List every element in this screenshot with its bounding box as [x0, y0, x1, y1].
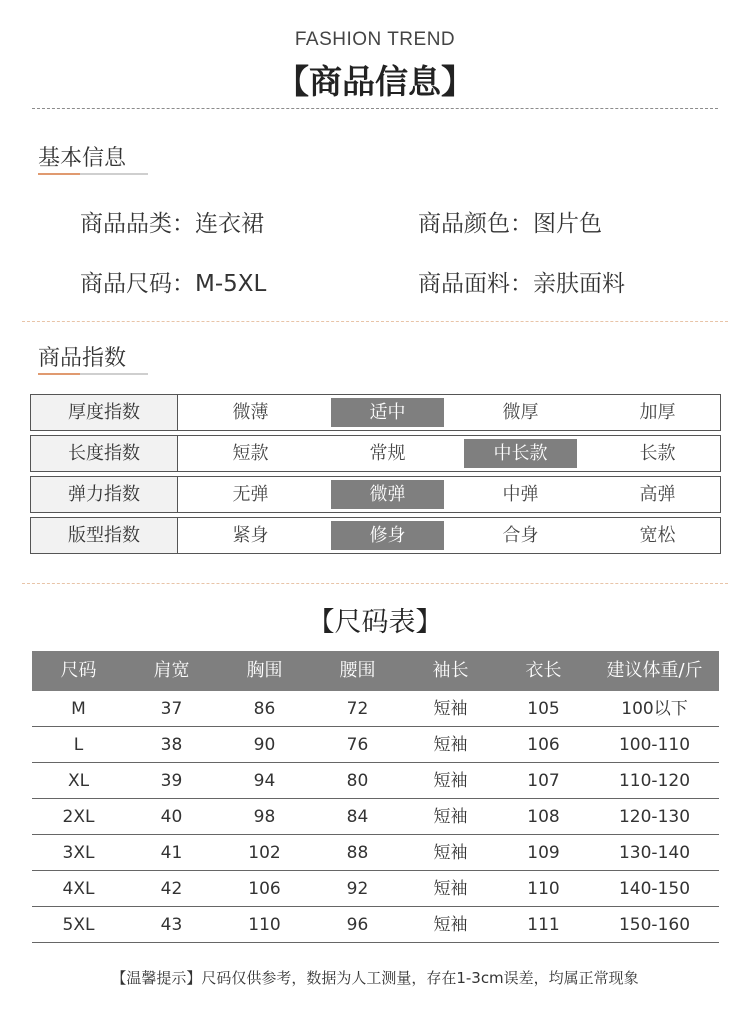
page-title: 【商品信息】 [276, 62, 474, 101]
table-cell: 109 [527, 843, 560, 863]
index-option: 无弹 [232, 484, 269, 505]
table-row [32, 691, 719, 727]
section-divider [22, 321, 728, 322]
size-table [32, 651, 719, 943]
table-cell: 短袖 [433, 915, 468, 935]
column-header: 胸围 [246, 660, 283, 681]
table-cell: 92 [346, 879, 369, 899]
table-cell: 140-150 [618, 879, 691, 899]
info-size: 商品尺码：M-5XL [80, 271, 267, 297]
table-cell: 98 [253, 807, 276, 827]
table-cell: 96 [346, 915, 369, 935]
column-header: 袖长 [432, 660, 469, 681]
table-cell: 88 [346, 843, 369, 863]
table-cell: 107 [527, 771, 560, 791]
column-header: 腰围 [339, 660, 376, 681]
index-option-selected: 微弹 [331, 480, 444, 509]
table-cell: 150-160 [618, 915, 691, 935]
table-cell: 42 [160, 879, 183, 899]
index-row-label: 长度指数 [31, 436, 178, 471]
index-option: 加厚 [639, 402, 676, 423]
index-option: 高弹 [639, 484, 676, 505]
table-row [32, 871, 719, 907]
table-cell: 4XL [62, 879, 95, 899]
table-cell: 短袖 [433, 807, 468, 827]
index-row [30, 476, 721, 513]
index-option: 微厚 [502, 402, 539, 423]
index-option-selected: 中长款 [464, 439, 577, 468]
table-cell: 106 [248, 879, 281, 899]
table-cell: 84 [346, 807, 369, 827]
table-cell: 130-140 [618, 843, 691, 863]
index-option: 中弹 [502, 484, 539, 505]
index-option: 常规 [369, 443, 406, 464]
index-option: 合身 [502, 525, 539, 546]
table-cell: 80 [346, 771, 369, 791]
table-cell: 100以下 [621, 699, 688, 719]
index-option: 长款 [639, 443, 676, 464]
header-eyebrow: FASHION TREND [294, 29, 456, 50]
table-cell: 短袖 [433, 699, 468, 719]
table-row [32, 799, 719, 835]
table-cell: 106 [527, 735, 560, 755]
index-option: 短款 [232, 443, 269, 464]
table-cell: 110 [248, 915, 281, 935]
table-cell: 短袖 [433, 879, 468, 899]
table-cell: 41 [160, 843, 183, 863]
table-cell: 39 [160, 771, 183, 791]
table-cell: 40 [160, 807, 183, 827]
size-table-header [32, 651, 719, 691]
table-cell: 76 [346, 735, 369, 755]
index-row-label: 弹力指数 [31, 477, 178, 512]
table-cell: 短袖 [433, 771, 468, 791]
table-cell: 5XL [62, 915, 95, 935]
table-cell: 108 [527, 807, 560, 827]
column-header: 肩宽 [153, 660, 190, 681]
index-row [30, 394, 721, 431]
table-cell: 38 [160, 735, 183, 755]
index-row-label: 厚度指数 [31, 395, 178, 430]
info-category: 商品品类：连衣裙 [80, 211, 264, 237]
index-option-selected: 适中 [331, 398, 444, 427]
footer-note: 【温馨提示】尺码仅供参考，数据为人工测量，存在1-3cm误差，均属正常现象 [111, 969, 639, 987]
section-underline [38, 373, 148, 375]
index-row-label: 版型指数 [31, 518, 178, 553]
table-cell: 105 [527, 699, 560, 719]
index-option-selected: 修身 [331, 521, 444, 550]
table-cell: 100-110 [618, 735, 691, 755]
index-row [30, 435, 721, 472]
table-cell: 37 [160, 699, 183, 719]
index-option: 紧身 [232, 525, 269, 546]
table-cell: 72 [346, 699, 369, 719]
table-cell: 94 [253, 771, 276, 791]
table-cell: 3XL [62, 843, 95, 863]
table-cell: 短袖 [433, 843, 468, 863]
table-row [32, 727, 719, 763]
table-cell: M [71, 699, 86, 719]
column-header: 衣长 [525, 660, 562, 681]
table-cell: L [73, 735, 84, 755]
table-cell: 2XL [62, 807, 95, 827]
table-cell: 120-130 [618, 807, 691, 827]
index-row [30, 517, 721, 554]
table-cell: 111 [527, 915, 560, 935]
section-underline [38, 173, 148, 175]
index-option: 微薄 [232, 402, 269, 423]
table-row [32, 763, 719, 799]
table-cell: XL [67, 771, 90, 791]
table-cell: 110-120 [618, 771, 691, 791]
table-cell: 86 [253, 699, 276, 719]
section-title-product-index: 商品指数 [38, 346, 127, 371]
info-color: 商品颜色：图片色 [418, 211, 602, 237]
index-option: 宽松 [639, 525, 676, 546]
table-cell: 110 [527, 879, 560, 899]
column-header: 尺码 [60, 660, 97, 681]
table-cell: 102 [248, 843, 281, 863]
table-cell: 短袖 [433, 735, 468, 755]
info-fabric: 商品面料：亲肤面料 [418, 271, 625, 297]
table-row [32, 835, 719, 871]
header-divider [32, 108, 718, 109]
table-cell: 43 [160, 915, 183, 935]
section-divider [22, 583, 728, 584]
section-title-basic-info: 基本信息 [38, 146, 127, 171]
table-cell: 90 [253, 735, 276, 755]
column-header: 建议体重/斤 [606, 660, 703, 681]
size-table-body [32, 691, 719, 943]
table-row [32, 907, 719, 943]
size-chart-title: 【尺码表】 [307, 607, 443, 638]
